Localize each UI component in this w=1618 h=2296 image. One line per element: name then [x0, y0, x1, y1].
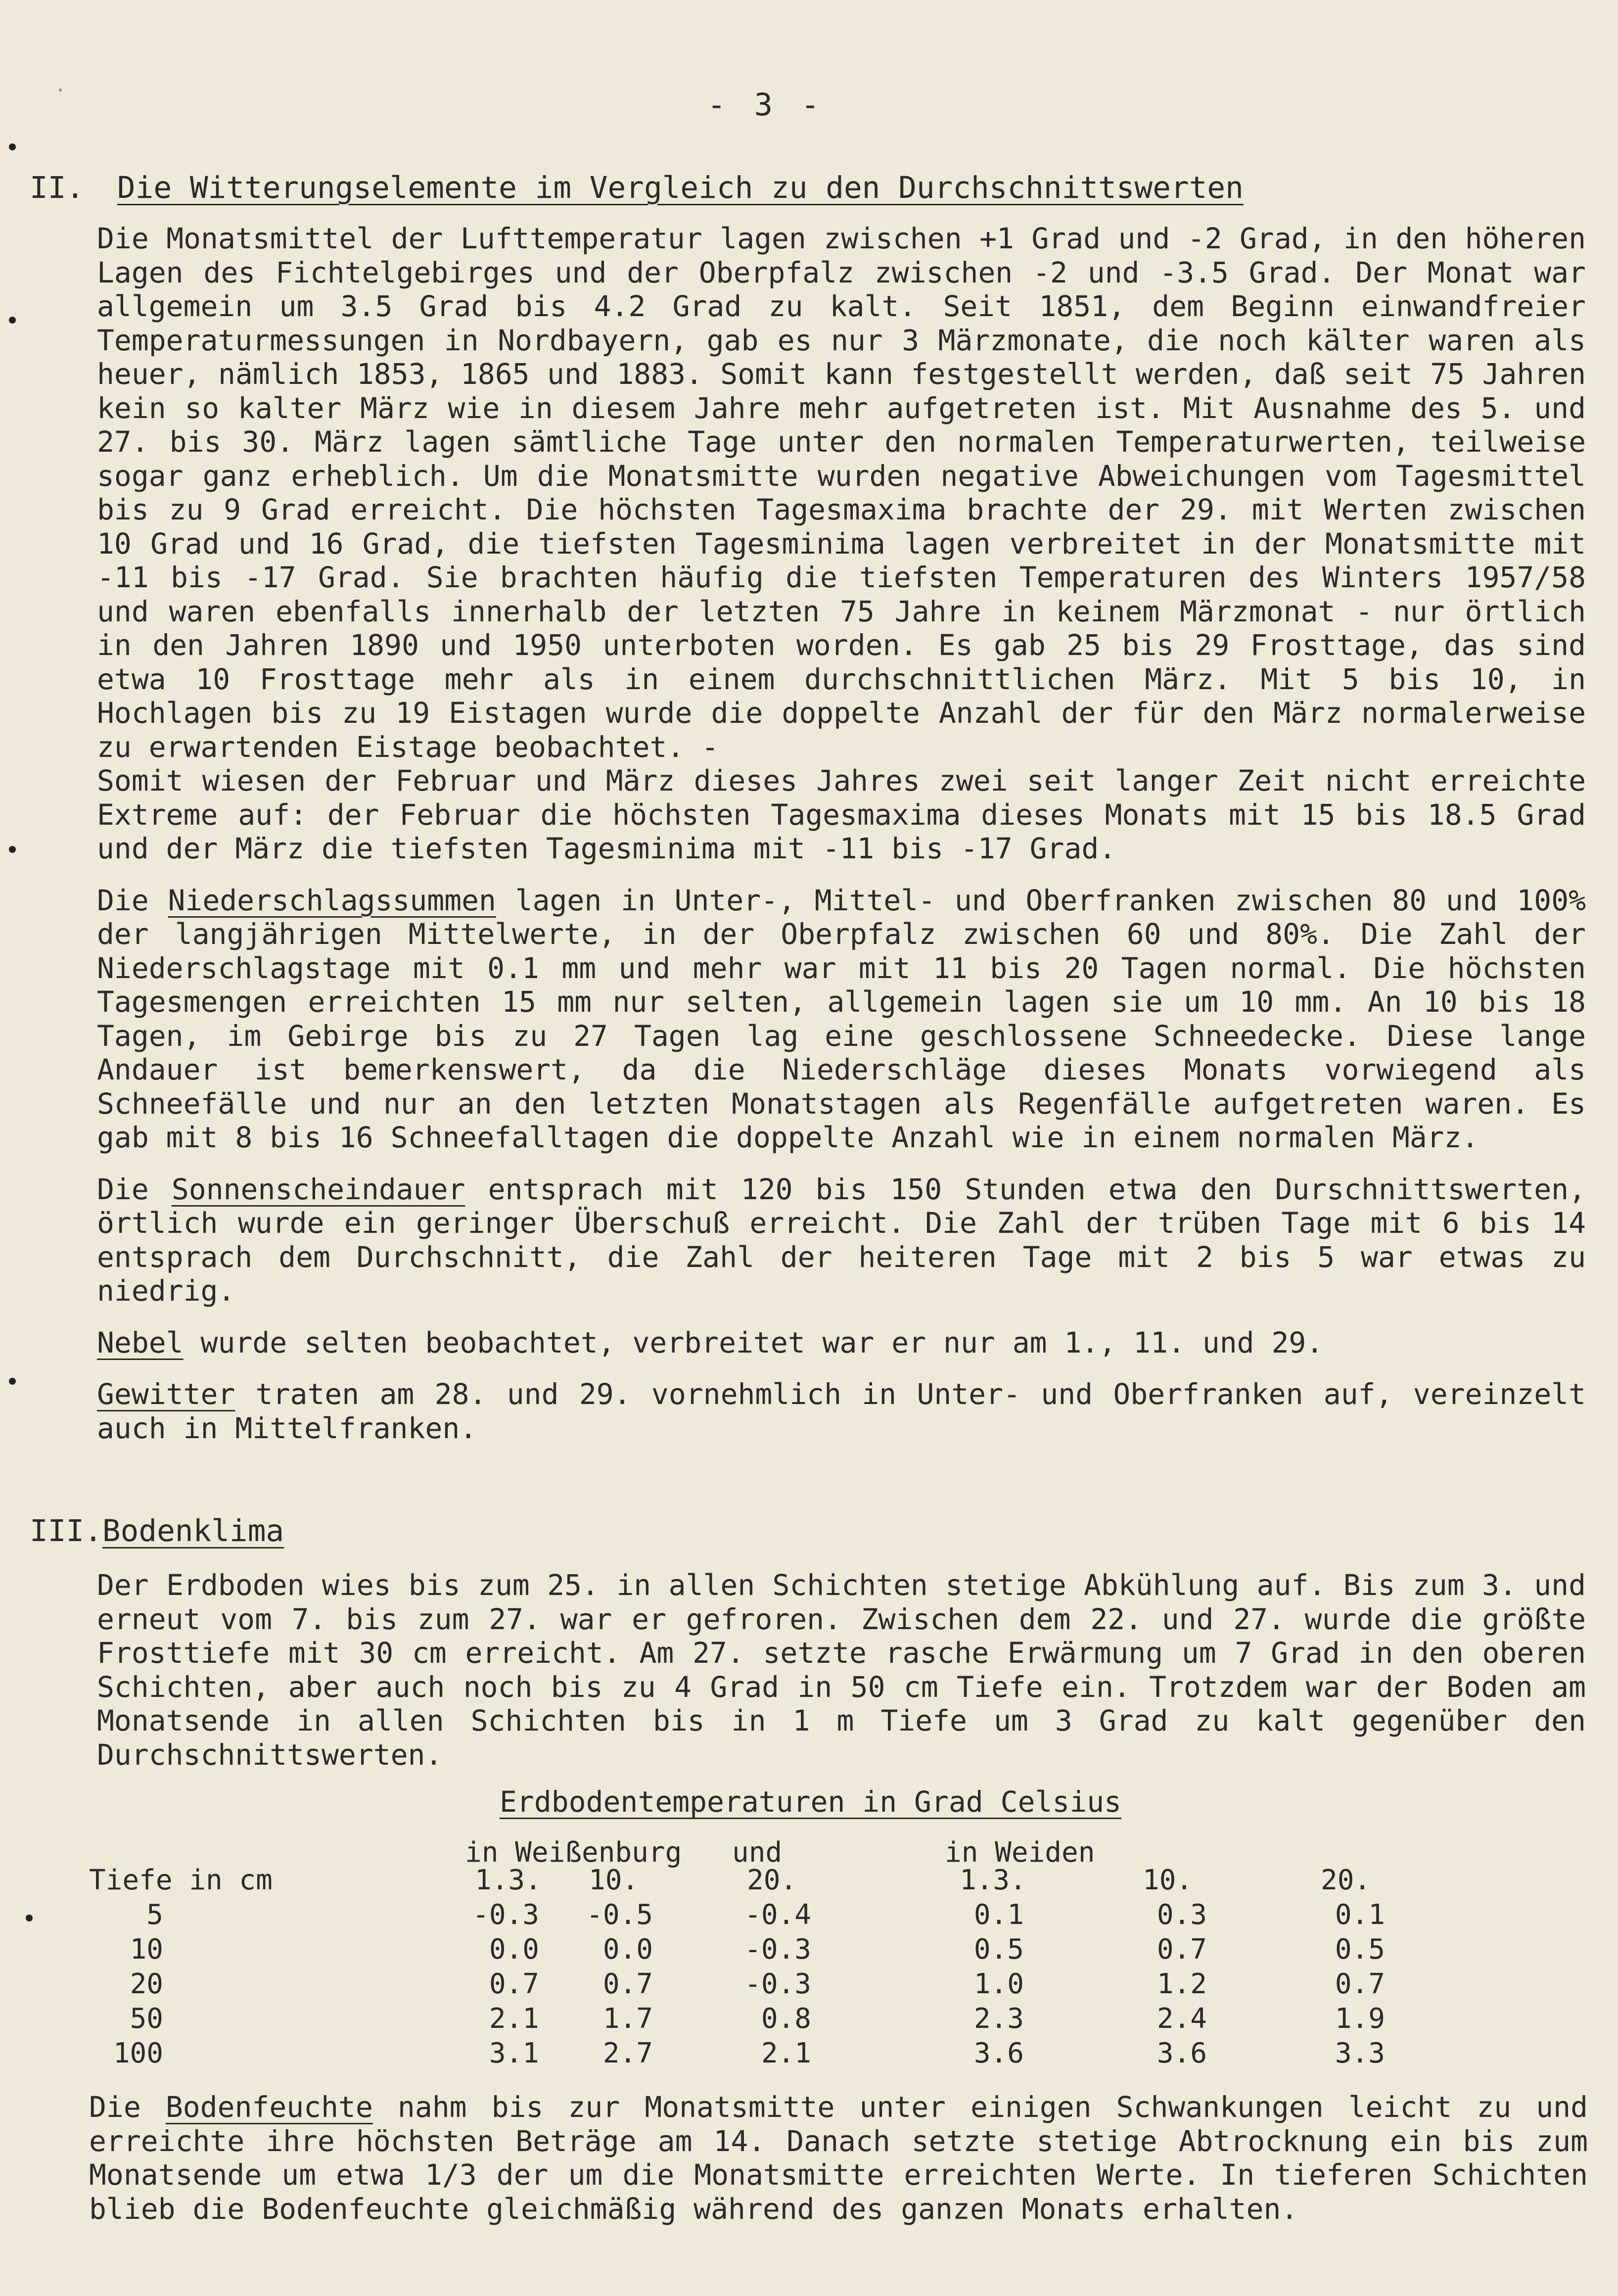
fog-paragraph	[97, 1326, 1586, 1360]
sunshine-text: entsprach mit 120 bis 150 Stunden etwa den Durschnittswerten, örtlich wurde ein geringer Überschuß erreicht. Die Zahl der trüben Tage mit 6 bis 14 entsprach dem Durchschnitt, die Zahl der heiteren Tage mit 2 bis 5 war etwas zu niedrig.	[97, 1172, 1586, 1308]
table-cell: 0.7	[1156, 1933, 1207, 1966]
station-1-label: in Weißenburg	[465, 1836, 682, 1869]
thunderstorm-paragraph	[97, 1377, 1586, 1445]
precipitation-paragraph	[97, 884, 1586, 1155]
section-2-heading	[30, 171, 1244, 205]
precipitation-text: lagen in Unter-, Mittel- und Oberfranken zwischen 80 und 100% der langjährigen Mittelwerte, in der Oberpfalz zwischen 60 und 80%. Die Zahl der Niederschlagstage mit 0.1 mm und mehr war mit 11 bis 20 Tagen normal. Die höchsten Tagesmengen erreichten 15 mm nur selten, allgemein lagen sie um 10 mm. An 10 bis 18 Tagen, im Gebirge bis zu 27 Tagen lag eine geschlossene Schneedecke. Diese lange Andauer ist bemerkenswert, da die Niederschläge dieses Monats vorwiegend als Schneefälle und nur an den letzten Monatstagen als Regenfälle aufgetreten waren. Es gab mit 8 bis 16 Schneefalltagen die doppelte Anzahl wie in einem normalen März.	[97, 883, 1586, 1154]
moisture-text: nahm bis zur Monatsmitte unter einigen Schwankungen leicht zu und erreichte ihre höchsten Beträge am 14. Danach setzte stetige Abtrocknung ein bis zum Monatsende um etwa 1/3 der um die Monatsmitte erreichten Werte. In tieferen Schichten blieb die Bodenfeuchte gleichmäßig während des ganzen Monats erhalten.	[89, 2090, 1588, 2226]
moisture-prefix: Die	[89, 2090, 166, 2124]
table-cell: 3.6	[1156, 2037, 1207, 2069]
table-cell: 2.7	[602, 2037, 653, 2069]
table-cell: 1.0	[973, 1968, 1024, 2000]
depth-cell: 50	[130, 2003, 163, 2035]
section-3-number: III.	[30, 1513, 102, 1548]
extremes-paragraph: Somit wiesen der Februar und März dieses Jahres zwei seit langer Zeit nicht erreichte Extreme auf: der Februar die höchsten Tagesmaxima dieses Monats mit 15 bis 18.5 Grad und der März die tiefsten Tagesminima mit -11 bis -17 Grad.	[97, 764, 1586, 865]
table-cell: 0.7	[1335, 1968, 1385, 2000]
table-cell: -0.5	[586, 1899, 653, 1931]
table-cell: 0.1	[973, 1899, 1024, 1931]
depth-cell: 20	[130, 1968, 163, 2000]
table-cell: 3.1	[489, 2037, 539, 2069]
moisture-paragraph	[89, 2090, 1588, 2226]
table-cell: 3.6	[973, 2037, 1024, 2069]
table-cell: 2.1	[761, 2037, 811, 2069]
table-cell: 0.1	[1335, 1899, 1385, 1931]
table-cell: 2.4	[1156, 2003, 1207, 2035]
page-number: - 3 -	[707, 87, 825, 123]
thunderstorm-text: traten am 28. und 29. vornehmlich in Unter- und Oberfranken auf, vereinzelt auch in Mittelfranken.	[97, 1377, 1586, 1445]
table-cell: -0.4	[744, 1899, 811, 1931]
table-cell: 0.0	[602, 1933, 653, 1966]
depth-header: Tiefe in cm	[89, 1864, 273, 1896]
depth-cell: 100	[113, 2037, 163, 2069]
precipitation-heading: Niederschlagssummen	[168, 883, 496, 917]
table-cell: 1.2	[1156, 1968, 1207, 2000]
table-cell: 0.7	[602, 1968, 653, 2000]
precipitation-prefix: Die	[97, 883, 168, 917]
date-header: 10.	[1143, 1864, 1193, 1896]
date-header: 1.3.	[475, 1864, 542, 1896]
sunshine-heading: Sonnenscheindauer	[171, 1172, 465, 1206]
fog-text: wurde selten beobachtet, verbreitet war er nur am 1., 11. und 29.	[183, 1325, 1324, 1359]
depth-cell: 5	[146, 1899, 163, 1931]
table-cell: 1.9	[1335, 2003, 1385, 2035]
sunshine-paragraph	[97, 1172, 1586, 1308]
table-title: Erdbodentemperaturen in Grad Celsius	[500, 1785, 1122, 1819]
table-cell: 0.0	[489, 1933, 539, 1966]
table-cell: -0.3	[744, 1933, 811, 1966]
sunshine-prefix: Die	[97, 1172, 172, 1206]
temperature-paragraph: Die Monatsmittel der Lufttemperatur lagen zwischen +1 Grad und -2 Grad, in den höheren Lagen des Fichtelgebirges und der Oberpfalz zwischen -2 und -3.5 Grad. Der Monat war allgemein um 3.5 Grad bis 4.2 Grad zu kalt. Seit 1851, dem Beginn einwandfreier Temperaturmessungen in Nordbayern, gab es nur 3 Märzmonate, die noch kälter waren als heuer, nämlich 1853, 1865 und 1883. Somit kann festgestellt werden, daß seit 75 Jahren kein so kalter März wie in diesem Jahre mehr aufgetreten ist. Mit Ausnahme des 5. und 27. bis 30. März lagen sämtliche Tage unter den normalen Temperaturwerten, teilweise sogar ganz erheblich. Um die Monatsmitte wurden negative Abweichungen vom Tagesmittel bis zu 9 Grad erreicht. Die höchsten Tagesmaxima brachte der 29. mit Werten zwischen 10 Grad und 16 Grad, die tiefsten Tagesminima lagen verbreitet in der Monatsmitte mit -11 bis -17 Grad. Sie brachten häufig die tiefsten Temperaturen des Winters 1957/58 und waren ebenfalls innerhalb der letzten 75 Jahre in keinem Märzmonat - nur örtlich in den Jahren 1890 und 1950 unterboten worden. Es gab 25 bis 29 Frosttage, das sind etwa 10 Frosttage mehr als in einem durchschnittlichen März. Mit 5 bis 10, in Hochlagen bis zu 19 Eistagen wurde die doppelte Anzahl der für den März normalerweise zu erwartenden Eistage beobachtet. -	[97, 222, 1586, 764]
and-label: und	[732, 1836, 783, 1869]
section-2-title: Die Witterungselemente im Vergleich zu den Durchschnittswerten	[117, 170, 1244, 205]
table-cell: 3.3	[1335, 2037, 1385, 2069]
section-2-body	[97, 222, 1586, 1445]
section-2-number: II.	[30, 170, 85, 205]
moisture-heading: Bodenfeuchte	[165, 2090, 373, 2124]
table-cell: -0.3	[472, 1899, 539, 1931]
thunderstorm-heading: Gewitter	[97, 1377, 235, 1411]
table-cell: 0.5	[973, 1933, 1024, 1966]
pencil-mark: ·	[54, 79, 67, 102]
moisture-text-wrap	[89, 2090, 1588, 2226]
table-cell: 0.7	[489, 1968, 539, 2000]
date-header: 20.	[1321, 1864, 1371, 1896]
soil-paragraph	[97, 1568, 1586, 1772]
table-cell: 2.3	[973, 2003, 1024, 2035]
table-cell: 1.7	[602, 2003, 653, 2035]
station-2-label: in Weiden	[945, 1836, 1095, 1869]
date-header: 20.	[747, 1864, 797, 1896]
table-cell: 0.8	[761, 2003, 811, 2035]
table-cell: 0.3	[1156, 1899, 1207, 1931]
table-cell: -0.3	[744, 1968, 811, 2000]
soil-text: Der Erdboden wies bis zum 25. in allen Schichten stetige Abkühlung auf. Bis zum 3. und erneut vom 7. bis zum 27. war er gefroren. Zwischen dem 22. und 27. wurde die größte Frosttiefe mit 30 cm erreicht. Am 27. setzte rasche Erwärmung um 7 Grad in den oberen Schichten, aber auch noch bis zu 4 Grad in 50 cm Tiefe ein. Trotzdem war der Boden am Monatsende in allen Schichten bis in 1 m Tiefe um 3 Grad zu kalt gegenüber den Durchschnittswerten.	[97, 1568, 1586, 1772]
section-3-title: Bodenklima	[102, 1513, 284, 1548]
section-3-heading	[30, 1514, 284, 1548]
date-header: 1.3.	[960, 1864, 1026, 1896]
table-cell: 2.1	[489, 2003, 539, 2035]
table-cell: 0.5	[1335, 1933, 1385, 1966]
depth-cell: 10	[130, 1933, 163, 1966]
date-header: 10.	[589, 1864, 639, 1896]
fog-heading: Nebel	[97, 1325, 184, 1359]
